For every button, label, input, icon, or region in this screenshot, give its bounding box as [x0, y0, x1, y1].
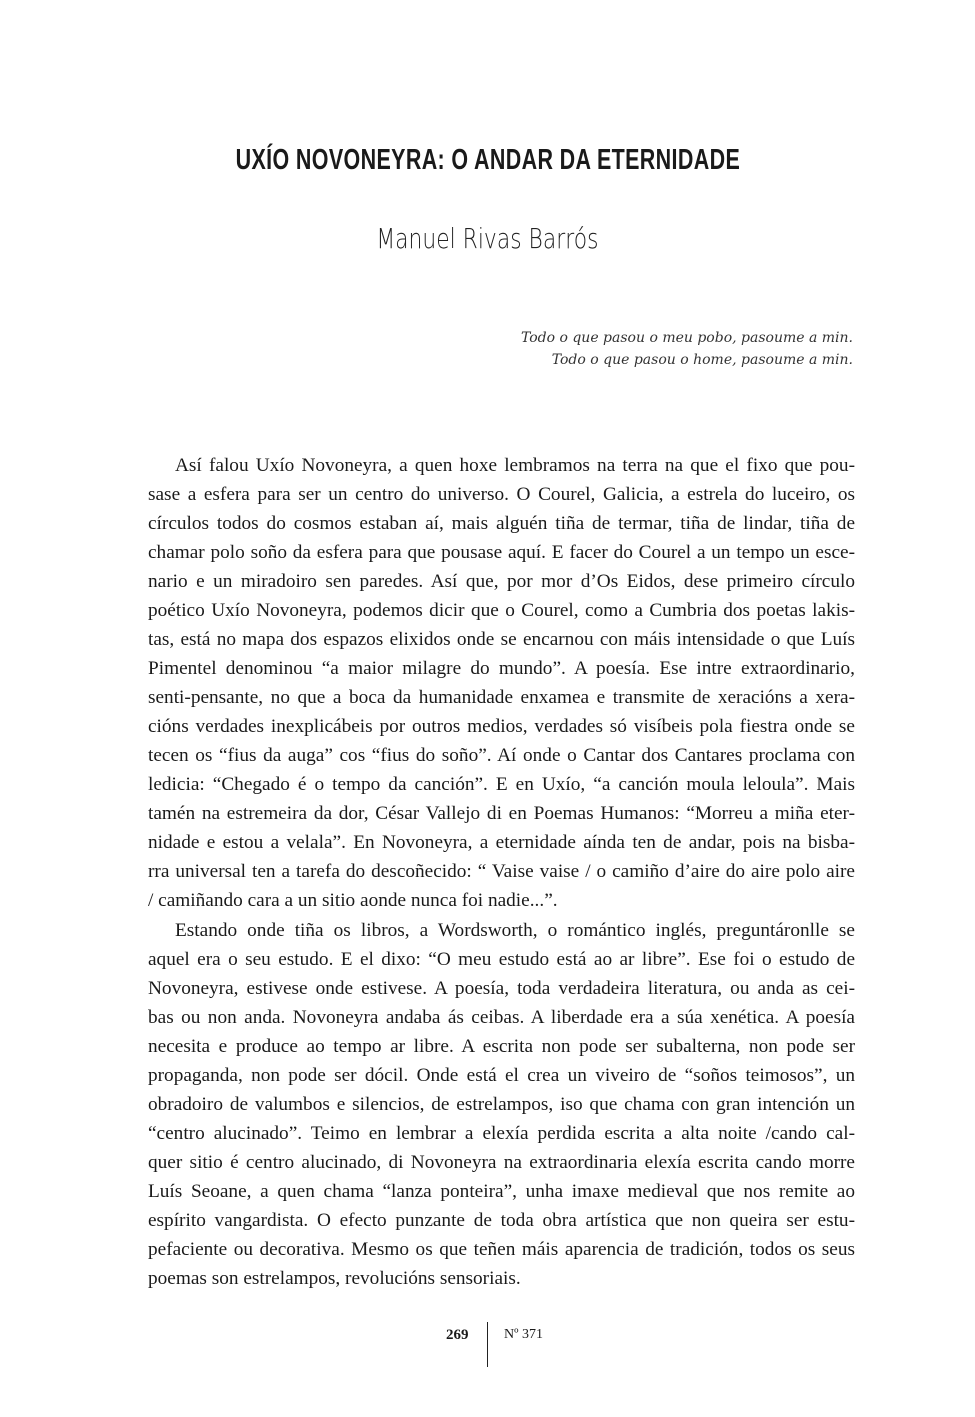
text-line: nario e un miradoiro sen paredes. Así que, por mor d’Os Eidos, dese primeiro círculo	[148, 571, 855, 593]
article-author-text: Manuel Rivas Barrós	[376, 222, 599, 255]
article-title-text: UXÍO NOVONEYRA: O ANDAR DA ETERNIDADE	[235, 144, 740, 176]
text-line: espírito vangardista. O efecto punzante de toda obra artística que non queira ser estu-	[148, 1209, 855, 1231]
text-line: “centro alucinado”. Teimo en lembrar a elexía perdida escrita a alta noite /cando cal-	[148, 1122, 855, 1144]
text-line: quer sitio é centro alucinado, di Novoneyra na extraordinaria elexía escrita cando morre	[148, 1151, 855, 1173]
paragraph	[148, 916, 855, 1293]
text-line: Luís Seoane, a quen chama “lanza ponteira”, unha imaxe medieval que nos remite ao	[148, 1180, 855, 1202]
text-line: tamén na estremeira da dor, César Vallejo di en Poemas Humanos: “Morreu a miña eter-	[148, 803, 855, 825]
footer-divider	[487, 1322, 488, 1367]
page-number: 269	[446, 1327, 469, 1343]
text-line: propaganda, non pode ser dócil. Onde está el crea un viveiro de “soños teimosos”, un	[148, 1064, 855, 1086]
text-line: ledicia: “Chegado é o tempo da canción”. E en Uxío, “a canción moula leloula”. Mais	[148, 774, 855, 796]
text-line: Estando onde tiña os libros, a Wordsworth, o romántico inglés, preguntáronlle se	[175, 919, 855, 941]
text-line: obradoiro de valumbos e silencios, de estrelampos, iso que chama con gran intención un	[148, 1093, 855, 1115]
text-line: nidade e estou a velala”. En Novoneyra, a eternidade aínda ten de andar, pois na bisba-	[148, 832, 855, 854]
text-line: / camiñando cara a un sitio aonde nunca foi nadie...”.	[148, 890, 558, 912]
issue-number: Nº 371	[504, 1327, 543, 1342]
text-line: bas ou non anda. Novoneyra andaba ás ceibas. A liberdade era a súa xenética. A poesía	[148, 1006, 855, 1028]
text-line: poemas son estrelampos, revolucións sensoriais.	[148, 1267, 521, 1289]
article-body	[148, 451, 855, 1293]
text-line: aquel era o seu estudo. E el dixo: “O meu estudo está ao ar libre”. Ese foi o estudo de	[148, 948, 855, 970]
paragraph	[148, 451, 855, 916]
text-line: chamar polo soño da esfera para que pousase aquí. E facer do Courel a un tempo un esce-	[148, 542, 855, 564]
text-line: sase a esfera para ser un centro do universo. O Courel, Galicia, a estrela do luceiro, os	[148, 484, 855, 506]
text-line: Así falou Uxío Novoneyra, a quen hoxe lembramos na terra na que el fixo que pou-	[175, 455, 855, 476]
text-line: rra universal ten a tarefa do descoñecido: “ Vaise vaise / o camiño d’aire do aire polo aire	[148, 861, 855, 883]
text-line: senti-pensante, no que a boca da humanidade enxamea e transmite de xeracións a xera-	[148, 687, 855, 709]
article-title	[0, 144, 975, 177]
epigraph	[521, 327, 853, 371]
article-author	[0, 222, 975, 255]
text-line: poético Uxío Novoneyra, podemos dicir que o Courel, como a Cumbria dos poetas lakis-	[148, 600, 855, 622]
text-line: necesita e produce ao tempo ar libre. A escrita non pode ser subalterna, non pode ser	[148, 1035, 855, 1057]
text-line: Pimentel denominou “a maior milagre do mundo”. A poesía. Ese intre extraordinario,	[148, 658, 855, 680]
text-line: tas, está no mapa dos espazos elixidos onde se encarnou con máis intensidade o que Luís	[148, 629, 855, 651]
text-line: pefaciente ou decorativa. Mesmo os que teñen máis aparencia de tradición, todos os seus	[148, 1238, 855, 1260]
text-line: tecen os “fius da auga” cos “fius do soño”. Aí onde o Cantar dos Cantares proclama con	[148, 745, 855, 767]
text-line: círculos todos do cosmos estaban aí, mais alguén tiña de termar, tiña de lindar, tiña de	[148, 513, 855, 535]
text-line: Novoneyra, estivese onde estivese. A poesía, toda verdadeira literatura, ou anda as cei-	[148, 977, 855, 999]
epigraph-line: Todo o que pasou o home, pasoume a min.	[551, 352, 853, 368]
text-line: cións verdades inexplicábeis por outros medios, verdades só visíbeis pola fiestra onde se	[148, 716, 855, 738]
epigraph-line: Todo o que pasou o meu pobo, pasoume a min.	[520, 330, 853, 346]
